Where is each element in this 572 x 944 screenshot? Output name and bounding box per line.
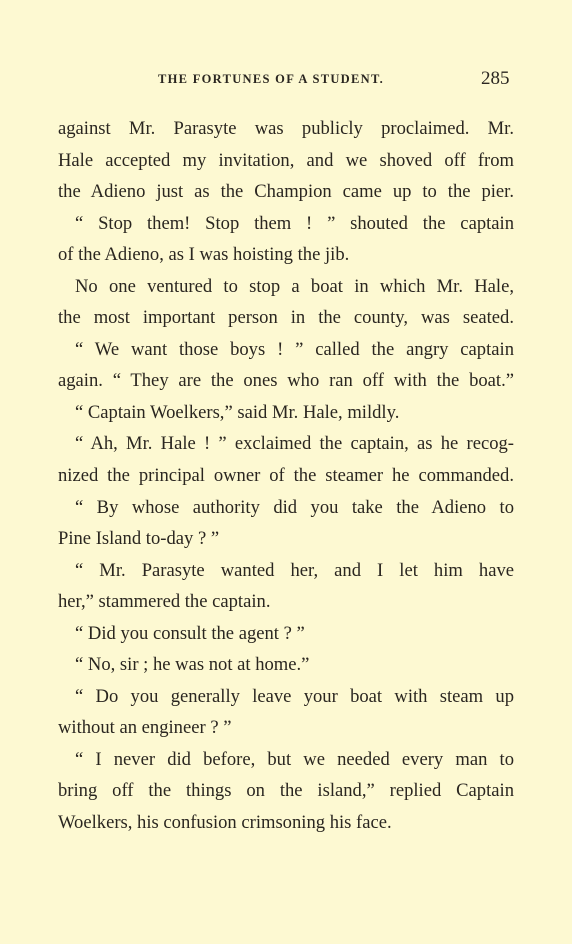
page-number: 285 <box>481 68 510 89</box>
text-line: again. “ They are the ones who ran off with the boat.” <box>58 370 514 392</box>
text-line: without an engineer ? ” <box>58 717 232 739</box>
text-line: “ We want those boys ! ” called the angry captain <box>75 338 514 360</box>
text-line: “ I never did before, but we needed every man to <box>75 748 514 770</box>
running-title: THE FORTUNES OF A STUDENT. <box>158 72 385 86</box>
text-line: “ No, sir ; he was not at home.” <box>75 654 310 676</box>
text-line: “ Stop them! Stop them ! ” shouted the captain <box>75 212 514 234</box>
text-line: the most important person in the county, was seated. <box>58 307 514 329</box>
text-line: her,” stammered the captain. <box>58 591 271 613</box>
text-line: “ Mr. Parasyte wanted her, and I let him have <box>75 559 514 581</box>
text-line: against Mr. Parasyte was publicly proclaimed. Mr. <box>58 118 514 139</box>
running-header <box>0 68 572 92</box>
text-line: bring off the things on the island,” replied Captain <box>58 780 514 802</box>
text-line: “ Ah, Mr. Hale ! ” exclaimed the captain, as he recog- <box>75 433 514 455</box>
text-line: Pine Island to-day ? ” <box>58 528 220 550</box>
body-text <box>58 113 514 839</box>
text-line: Hale accepted my invitation, and we shoved off from <box>58 149 514 171</box>
text-line: “ Captain Woelkers,” said Mr. Hale, mildly. <box>75 401 400 423</box>
text-line: nized the principal owner of the steamer he commanded. <box>58 465 514 487</box>
text-line: “ Did you consult the agent ? ” <box>75 622 305 644</box>
text-line: No one ventured to stop a boat in which Mr. Hale, <box>75 275 514 297</box>
text-line: “ Do you generally leave your boat with steam up <box>75 685 514 707</box>
text-line: Woelkers, his confusion crimsoning his face. <box>58 812 392 834</box>
text-line: the Adieno just as the Champion came up to the pier. <box>58 181 514 203</box>
text-line: “ By whose authority did you take the Adieno to <box>75 496 514 518</box>
text-line: of the Adieno, as I was hoisting the jib. <box>58 244 350 266</box>
